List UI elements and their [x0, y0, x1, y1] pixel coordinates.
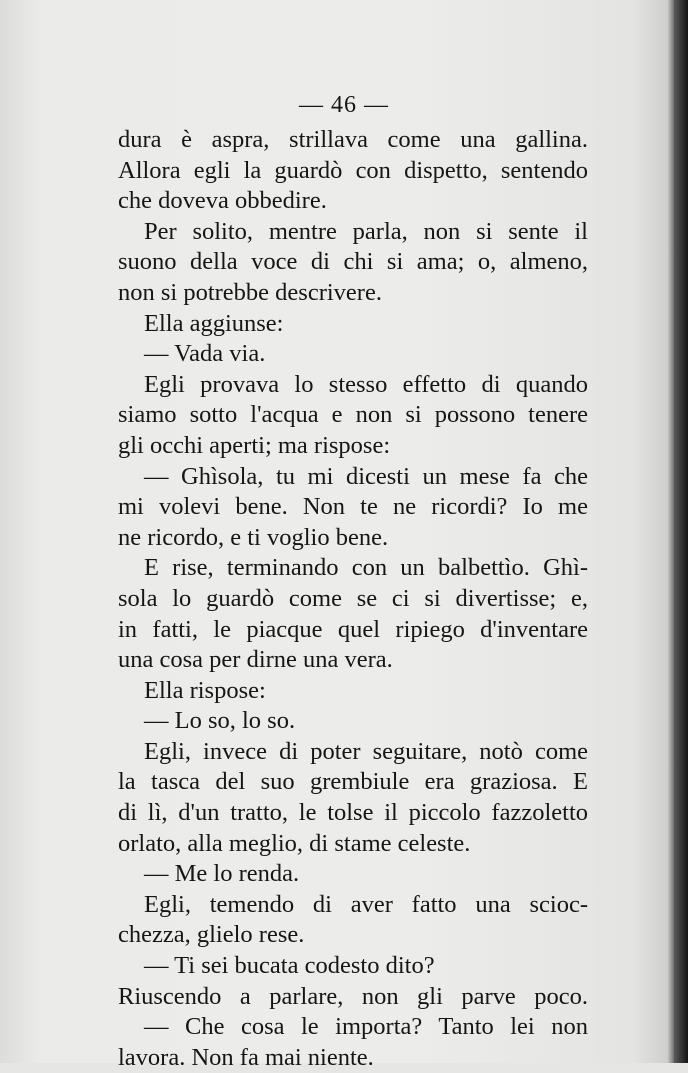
text-line: di lì, d'un tratto, le tolse il piccolo fazzoletto	[118, 799, 588, 827]
text-line: gli occhi aperti; ma rispose:	[118, 431, 391, 459]
text-line: — Vada via.	[144, 340, 266, 368]
text-line: che doveva obbedire.	[118, 187, 327, 215]
text-line: Egli, temendo di aver fatto una scioc-	[144, 890, 588, 918]
text-line: Ella aggiunse:	[144, 309, 284, 337]
text-line: — Me lo renda.	[144, 860, 300, 888]
text-line: Riuscendo a parlare, non gli parve poco.	[118, 982, 588, 1010]
text-line: Ella rispose:	[144, 676, 266, 704]
text-line: Per solito, mentre parla, non si sente il	[144, 217, 588, 245]
text-line: Egli, invece di poter seguitare, notò come	[144, 737, 588, 765]
text-line: non si potrebbe descrivere.	[118, 278, 382, 306]
text-line: sola lo guardò come se ci si divertisse; e,	[118, 584, 588, 612]
text-line: — Che cosa le importa? Tanto lei non	[144, 1013, 588, 1041]
text-line: orlato, alla meglio, di stame celeste.	[118, 829, 471, 857]
text-line: la tasca del suo grembiule era graziosa. E	[118, 768, 588, 796]
text-line: — Ti sei bucata codesto dito?	[144, 952, 435, 980]
body-text	[118, 125, 588, 1073]
page-number: — 46 —	[299, 92, 389, 118]
text-line: — Ghìsola, tu mi dicesti un mese fa che	[144, 462, 588, 490]
text-line: E rise, terminando con un balbettìo. Ghì-	[144, 554, 588, 582]
text-line: siamo sotto l'acqua e non si possono tenere	[118, 401, 588, 429]
text-line: dura è aspra, strillava come una gallina.	[118, 126, 588, 153]
page-edge-shadow	[674, 0, 688, 1063]
text-line: una cosa per dirne una vera.	[118, 646, 393, 674]
text-line: mi volevi bene. Non te ne ricordi? Io me	[118, 493, 588, 521]
text-line: suono della voce di chi si ama; o, almeno,	[118, 248, 588, 276]
text-line: Allora egli la guardò con dispetto, sentendo	[118, 156, 588, 184]
text-line: — Lo so, lo so.	[144, 707, 296, 735]
text-line: Egli provava lo stesso effetto di quando	[144, 370, 588, 398]
text-line: chezza, glielo rese.	[118, 921, 305, 949]
text-line: lavora. Non fa mai niente.	[118, 1043, 374, 1071]
text-line: in fatti, le piacque quel ripiego d'inventare	[118, 615, 588, 643]
text-line: ne ricordo, e ti voglio bene.	[118, 523, 389, 551]
